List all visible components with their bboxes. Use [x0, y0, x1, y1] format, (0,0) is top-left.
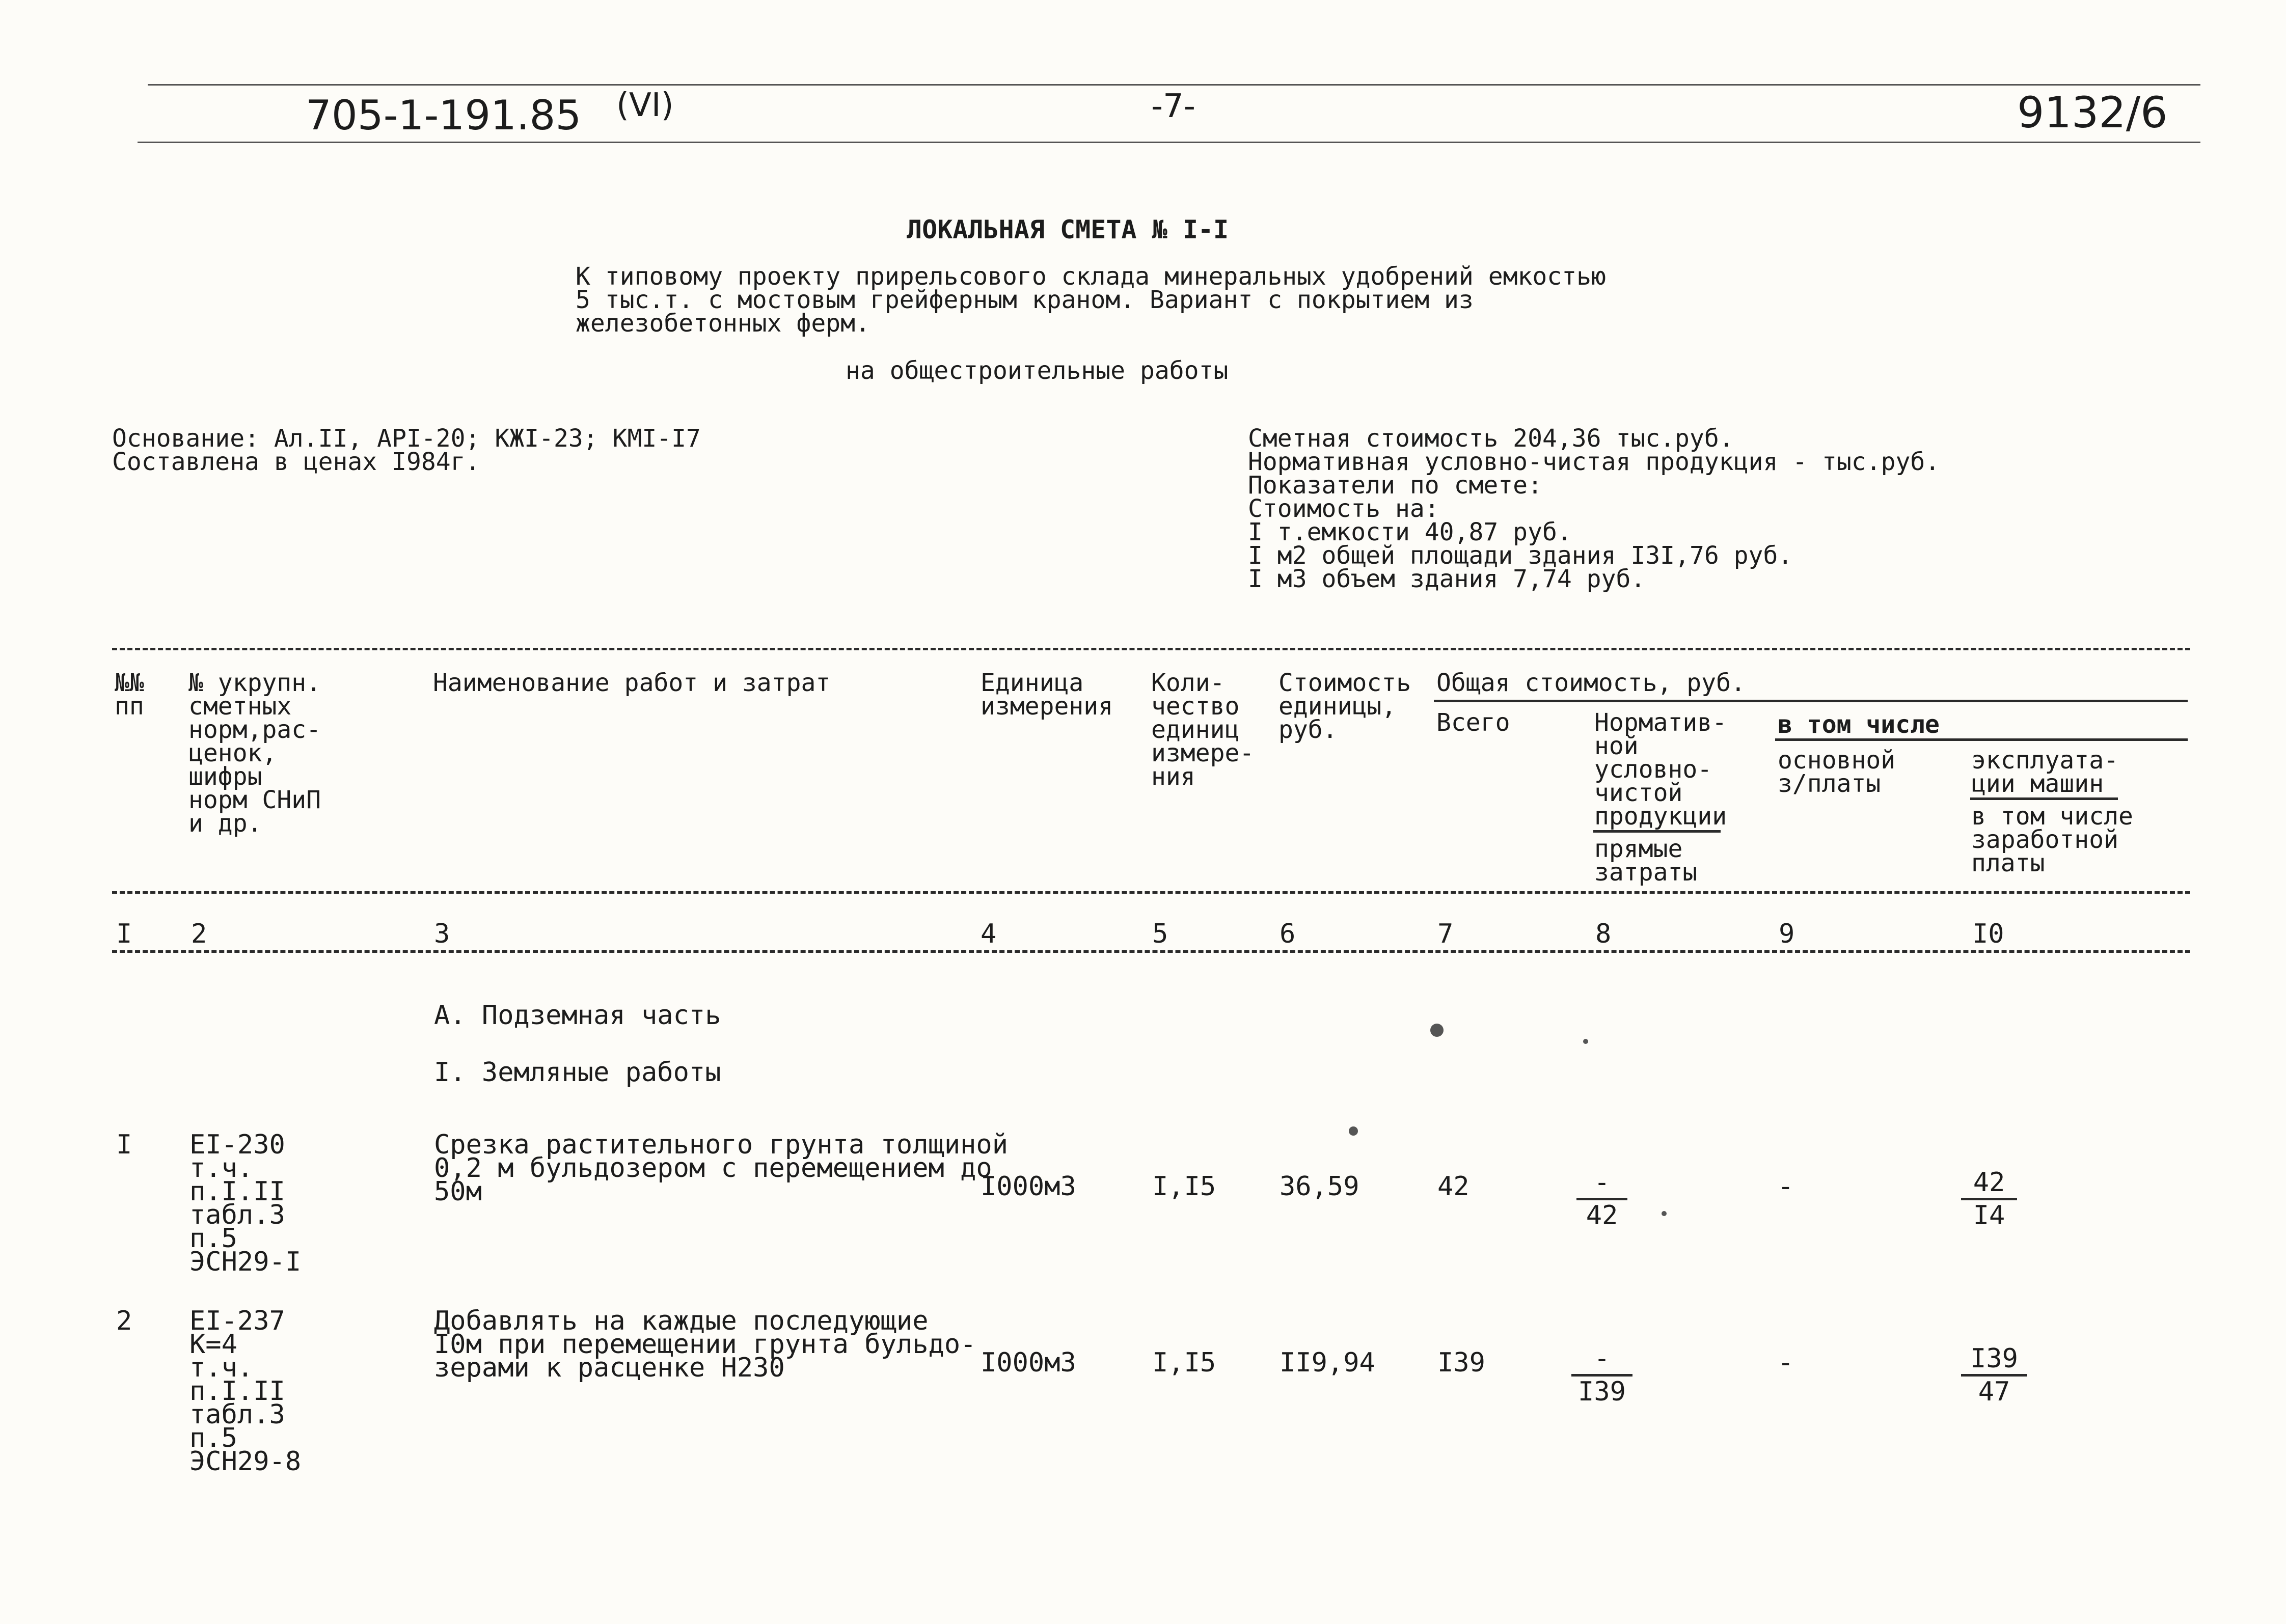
estimate-title: ЛОКАЛЬНАЯ СМЕТА № I-I — [907, 215, 1229, 244]
sheet-number: 9132/6 — [2017, 88, 2168, 137]
row-work-name-line: Срезка растительного грунта толщиной — [434, 1130, 1009, 1160]
scan-speck — [1430, 1024, 1444, 1037]
col-ncp-header-2: ной — [1594, 732, 1639, 760]
header-top-rule — [148, 84, 2200, 86]
col-number-8: 8 — [1595, 919, 1612, 949]
row-ncp-fraction — [1576, 1169, 1627, 1229]
col-no-header-2: пп — [115, 692, 144, 721]
col-direct-header-2: затраты — [1594, 858, 1698, 887]
col-number-3: 3 — [434, 919, 450, 949]
row-code-line: т.ч. — [189, 1353, 254, 1383]
row-machine-cost: 42 — [1973, 1167, 2005, 1198]
row-total: 42 — [1437, 1171, 1469, 1202]
col-code-header-7: и др. — [188, 809, 262, 838]
cost-line-6: I м2 общей площади здания I3I,76 руб. — [1248, 541, 1793, 570]
row-code-line: п.5 — [189, 1423, 237, 1453]
col-code-header-1: № укрупн. — [188, 669, 321, 697]
row-number: 2 — [116, 1306, 132, 1336]
header-bottom-rule — [138, 142, 2200, 143]
doc-code: 705-1-191.85 — [306, 92, 582, 139]
scan-speck — [1662, 1211, 1667, 1216]
col-total-header: Всего — [1436, 708, 1510, 737]
part-heading: А. Подземная часть — [434, 1000, 721, 1031]
col-number-4: 4 — [981, 919, 997, 949]
col-number-1: I — [116, 919, 132, 949]
row-wage: - — [1778, 1171, 1794, 1202]
cost-line-7: I м3 объем здания 7,74 руб. — [1248, 565, 1646, 593]
row-work-name-line: 0,2 м бульдозером с перемещением до — [434, 1153, 992, 1183]
row-machine-fraction — [1961, 1345, 2027, 1405]
col-unit-cost-header-1: Стоимость — [1278, 669, 1411, 697]
row-work-name-line: Добавлять на каждые последующие — [434, 1306, 929, 1336]
col-wage-header-2: з/платы — [1778, 769, 1881, 798]
row-wage: - — [1778, 1347, 1794, 1378]
including-group-rule — [1775, 738, 2188, 741]
col-unit-header-2: измерения — [981, 692, 1113, 721]
row-machine-fraction — [1961, 1169, 2017, 1229]
col-number-10: I0 — [1972, 919, 2004, 949]
row-ncp-value: - — [1594, 1343, 1610, 1374]
row-unit-cost: II9,94 — [1280, 1347, 1375, 1378]
row-code-line: К=4 — [189, 1329, 237, 1360]
row-ncp-value: - — [1594, 1167, 1610, 1198]
ncp-underline — [1593, 830, 1721, 833]
total-group-rule — [1434, 700, 2188, 702]
row-machine-wage: I4 — [1973, 1200, 2005, 1231]
numbers-row-rule — [112, 950, 2190, 953]
page-number: -7- — [1151, 88, 1195, 125]
col-number-7: 7 — [1437, 919, 1454, 949]
row-unit-cost: 36,59 — [1280, 1171, 1359, 1202]
col-code-header-4: ценок, — [188, 739, 277, 767]
cost-line-3: Показатели по смете: — [1248, 471, 1542, 500]
row-number: I — [116, 1130, 132, 1160]
including-group-header: в том числе — [1778, 710, 1940, 739]
col-qty-header-3: единиц — [1151, 715, 1240, 744]
row-code-line: ЕI-237 — [189, 1306, 285, 1336]
col-qty-header-4: измере- — [1151, 739, 1255, 767]
row-work-name-line: 50м — [434, 1176, 482, 1207]
row-code-line: табл.3 — [189, 1399, 285, 1430]
row-code-line: ЭСН29-8 — [189, 1446, 302, 1477]
row-total: I39 — [1437, 1347, 1485, 1378]
col-ncp-header-1: Норматив- — [1594, 708, 1727, 737]
row-ncp-fraction — [1571, 1345, 1632, 1405]
col-number-9: 9 — [1779, 919, 1795, 949]
col-machine-wage-header-3: платы — [1971, 849, 2045, 877]
col-wage-header-1: основной — [1778, 746, 1896, 775]
project-line-2: 5 тыс.т. с мостовым грейферным краном. Вариант с покрытием из — [576, 286, 1474, 314]
col-machine-header-2: ции машин — [1971, 769, 2104, 798]
col-ncp-header-5: продукции — [1594, 802, 1727, 831]
col-number-2: 2 — [191, 919, 207, 949]
work-type-subtitle: на общестроительные работы — [846, 356, 1229, 385]
row-code-line: табл.3 — [189, 1200, 285, 1230]
row-machine-cost: I39 — [1970, 1343, 2018, 1374]
project-line-1: К типовому проекту прирельсового склада минеральных удобрений емкостью — [576, 262, 1606, 291]
cost-line-5: I т.емкости 40,87 руб. — [1248, 518, 1572, 546]
col-code-header-6: норм СНиП — [188, 786, 321, 814]
col-name-header: Наименование работ и затрат — [433, 669, 831, 697]
row-code-line: ЕI-230 — [189, 1130, 285, 1160]
total-cost-group-header: Общая стоимость, руб. — [1436, 669, 1746, 697]
col-unit-cost-header-2: единицы, — [1278, 692, 1397, 721]
project-line-3: железобетонных ферм. — [576, 309, 870, 338]
col-qty-header-2: чество — [1151, 692, 1240, 721]
col-code-header-5: шифры — [188, 762, 262, 791]
col-machine-header-1: эксплуата- — [1971, 746, 2118, 775]
col-ncp-header-4: чистой — [1594, 779, 1683, 807]
col-machine-wage-header-2: заработной — [1971, 825, 2118, 854]
basis-line-2: Составлена в ценах I984г. — [112, 448, 480, 476]
col-direct-header-1: прямые — [1594, 835, 1683, 863]
col-code-header-3: норм,рас- — [188, 715, 321, 744]
scan-speck — [1349, 1126, 1358, 1136]
col-qty-header-5: ния — [1151, 762, 1195, 791]
col-code-header-2: сметных — [188, 692, 292, 721]
volume-mark: (VI) — [616, 87, 674, 124]
chapter-heading: I. Земляные работы — [434, 1057, 721, 1088]
col-number-5: 5 — [1152, 919, 1168, 949]
row-unit: I000м3 — [981, 1347, 1076, 1378]
header-bottom-dash — [112, 891, 2190, 894]
row-code-line: п.I.II — [189, 1176, 285, 1207]
col-no-header-1: №№ — [115, 669, 144, 697]
cost-line-2: Нормативная условно-чистая продукция - тыс.руб. — [1248, 448, 1940, 476]
col-number-6: 6 — [1280, 919, 1296, 949]
row-direct-cost: I39 — [1578, 1377, 1626, 1407]
machine-underline — [1970, 797, 2118, 800]
col-unit-cost-header-3: руб. — [1278, 715, 1338, 744]
cost-line-4: Стоимость на: — [1248, 494, 1439, 523]
row-code-line: п.5 — [189, 1223, 237, 1254]
col-machine-wage-header-1: в том числе — [1971, 802, 2133, 831]
row-quantity: I,I5 — [1152, 1171, 1216, 1202]
row-code-line: п.I.II — [189, 1376, 285, 1407]
col-ncp-header-3: условно- — [1594, 755, 1712, 784]
row-direct-cost: 42 — [1586, 1200, 1618, 1231]
basis-line-1: Основание: Ал.II, АРI-20; КЖI-23; КМI-I7 — [112, 424, 701, 453]
row-machine-wage: 47 — [1978, 1377, 2010, 1407]
cost-line-1: Сметная стоимость 204,36 тыс.руб. — [1248, 424, 1734, 453]
row-unit: I000м3 — [981, 1171, 1076, 1202]
row-code-line: т.ч. — [189, 1153, 254, 1183]
col-qty-header-1: Коли- — [1151, 669, 1225, 697]
row-quantity: I,I5 — [1152, 1347, 1216, 1378]
scan-speck — [1583, 1039, 1588, 1044]
row-work-name-line: зерами к расценке Н230 — [434, 1353, 785, 1383]
col-unit-header-1: Единица — [981, 669, 1084, 697]
row-code-line: ЭСН29-I — [189, 1247, 302, 1277]
table-top-rule — [112, 648, 2190, 650]
row-work-name-line: I0м при перемещении грунта бульдо- — [434, 1329, 976, 1360]
